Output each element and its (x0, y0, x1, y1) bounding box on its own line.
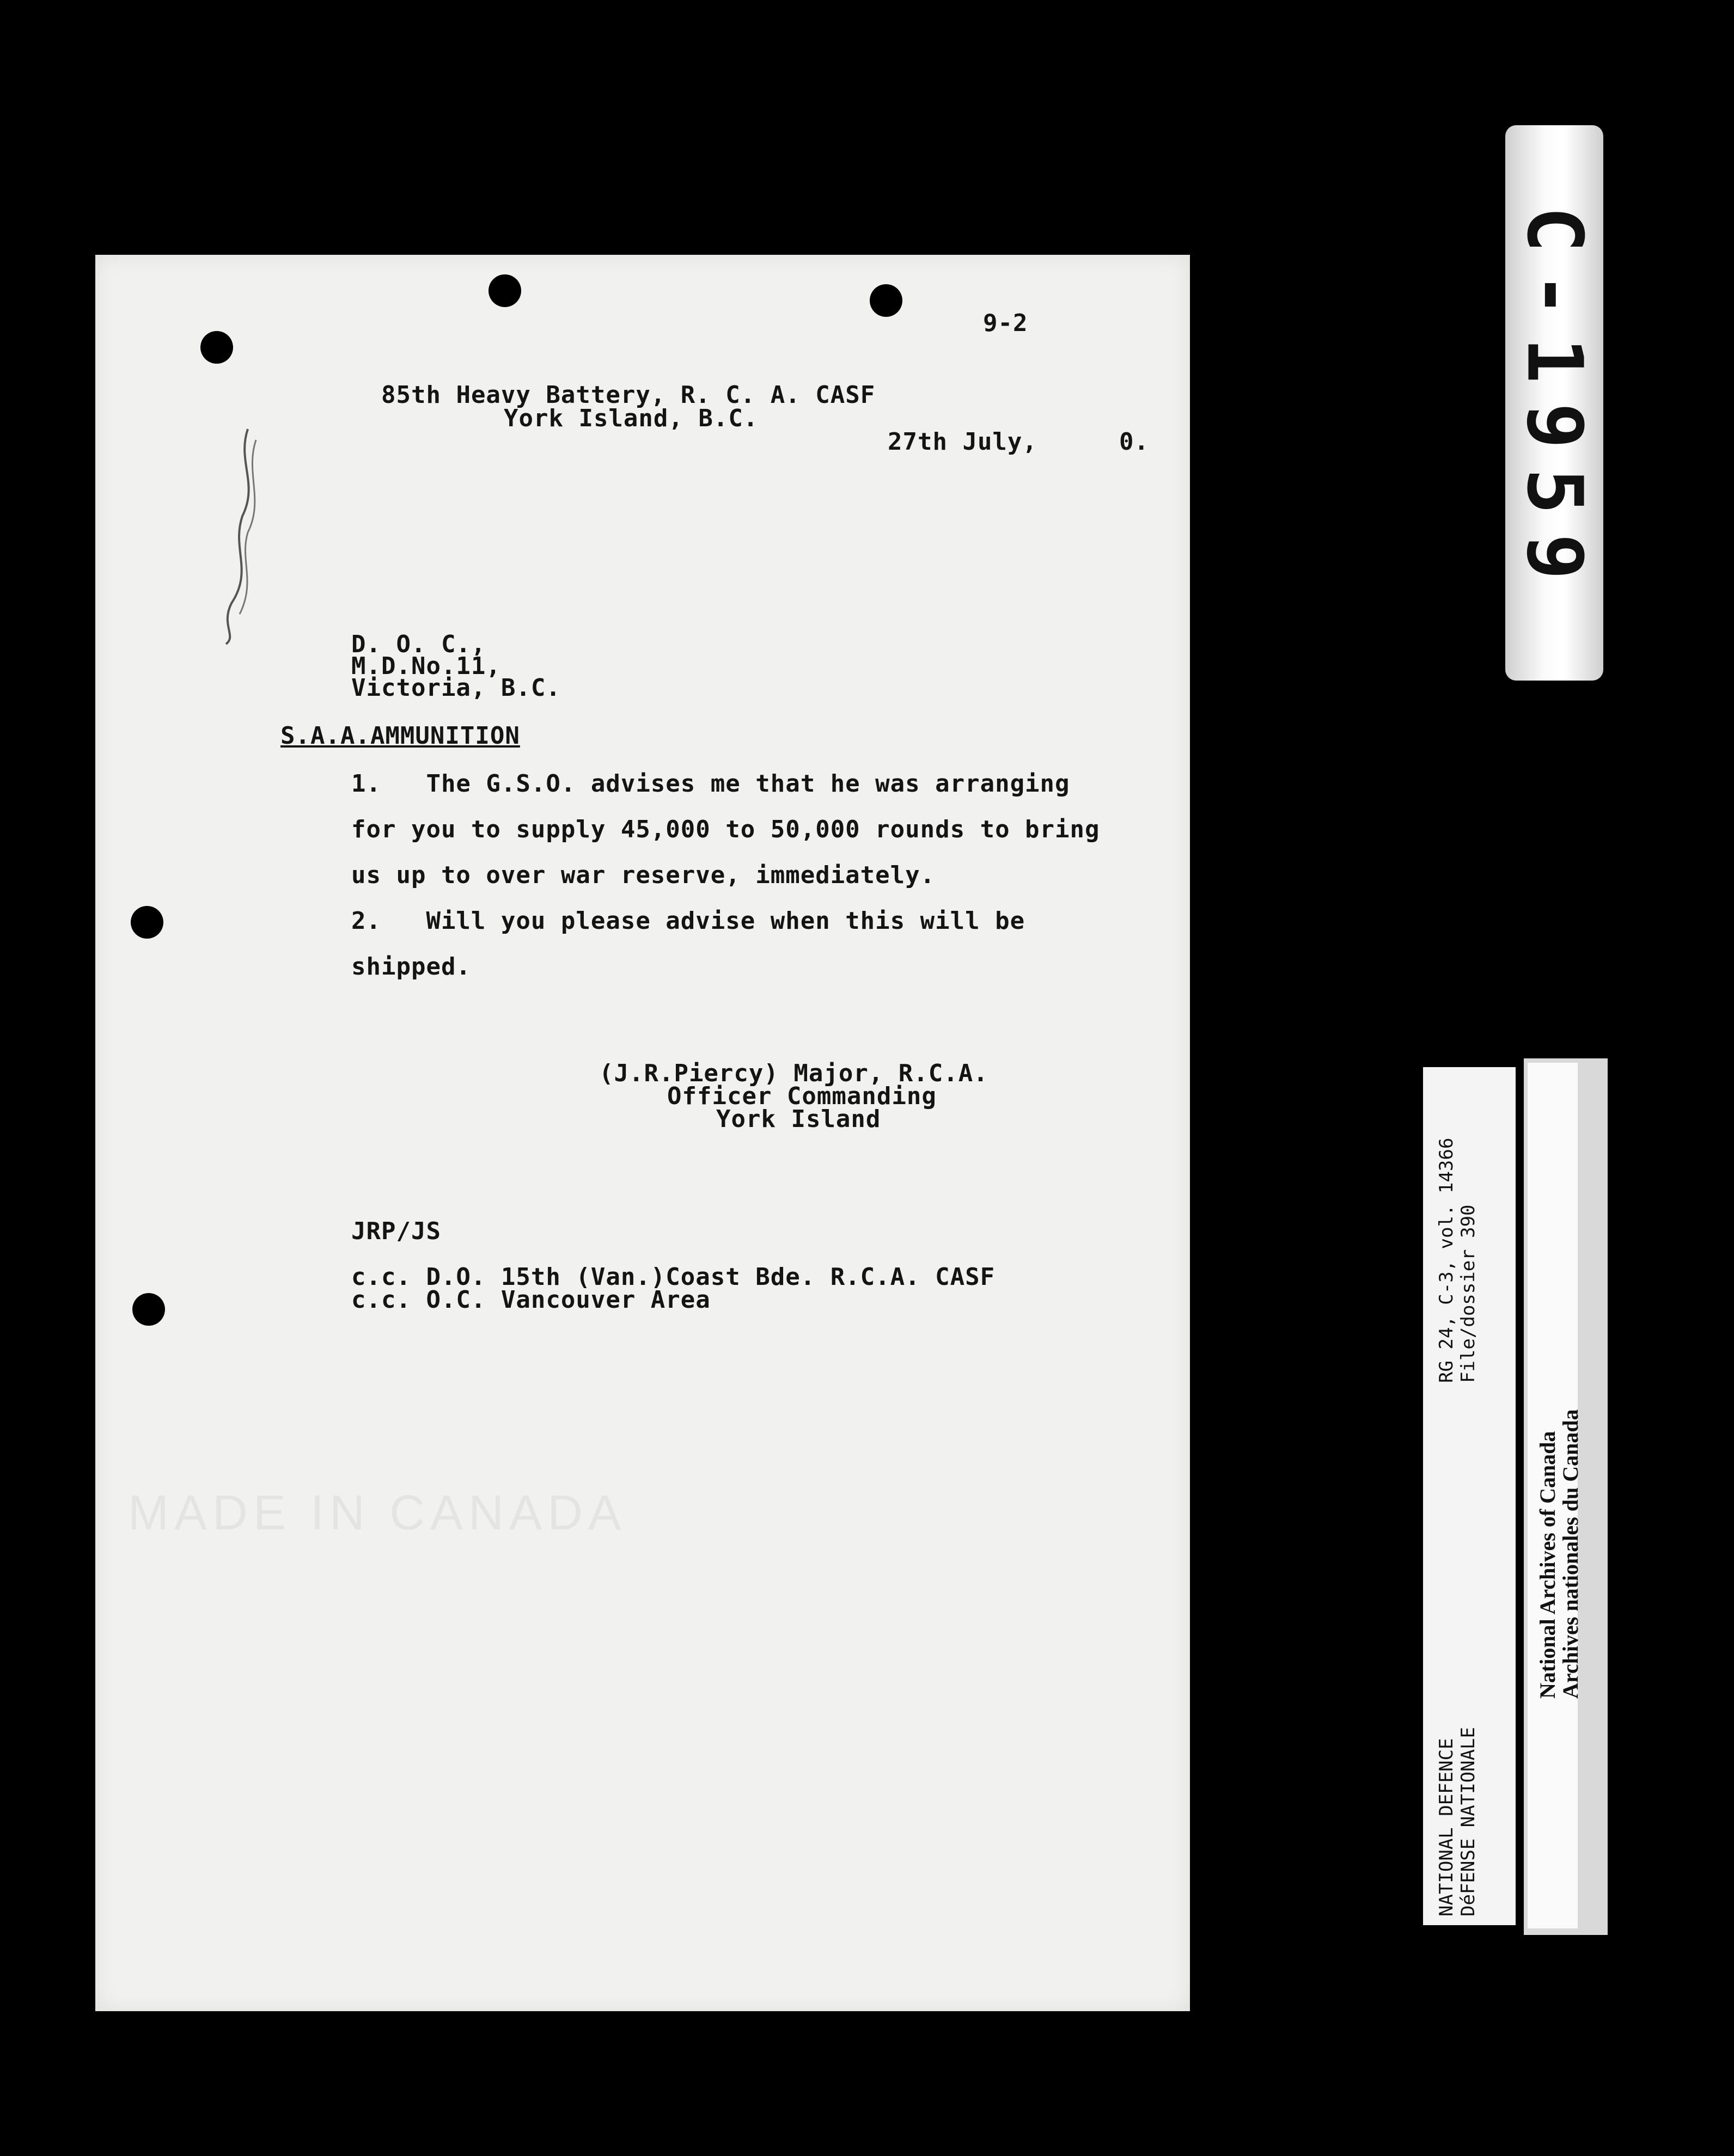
department-fr: DéFENSE NATIONALE (1457, 1727, 1479, 1916)
punch-hole (489, 274, 521, 307)
department-en: NATIONAL DEFENCE (1436, 1738, 1457, 1916)
punch-hole (200, 331, 233, 364)
microfilm-frame-number: C-1959 (1505, 125, 1603, 681)
page-number: 9-2 (983, 309, 1028, 337)
watermark: MADE IN CANADA (128, 1486, 627, 1540)
reference-initials: JRP/JS (351, 1217, 441, 1245)
pencil-mark (188, 418, 286, 647)
recipient-line2: M.D.No.11, (351, 652, 501, 680)
letter-date-suffix: 0. (1119, 428, 1149, 456)
recipient-line1: D. O. C., (351, 630, 486, 658)
archive-name-fr: Archives nationales du Canada (1558, 1409, 1583, 1699)
paragraph-2-line1: 2. Will you please advise when this will be (351, 907, 1025, 935)
letter-date: 27th July, (888, 428, 1037, 456)
signature-line2: Officer Commanding (667, 1082, 937, 1110)
punch-hole (131, 906, 163, 939)
signature-line1: (J.R.Piercy) Major, R.C.A. (599, 1059, 988, 1087)
record-group-reference: RG 24, C-3, vol. 14366 (1436, 1137, 1457, 1383)
punch-hole (870, 284, 902, 317)
sender-line1: 85th Heavy Battery, R. C. A. CASF (381, 381, 876, 409)
sender-line2: York Island, B.C. (504, 405, 759, 432)
carbon-copy-line2: c.c. O.C. Vancouver Area (351, 1286, 711, 1314)
archive-name-en: National Archives of Canada (1535, 1431, 1560, 1699)
carbon-copy-line1: c.c. D.O. 15th (Van.)Coast Bde. R.C.A. CASF (351, 1263, 996, 1291)
paragraph-2-line2: shipped. (351, 953, 471, 981)
punch-hole (132, 1293, 165, 1326)
recipient-line3: Victoria, B.C. (351, 674, 561, 702)
file-reference: File/dossier 390 (1457, 1204, 1479, 1383)
subject-line: S.A.A.AMMUNITION (280, 722, 520, 750)
paragraph-1-line2: for you to supply 45,000 to 50,000 rounds to bring (351, 816, 1100, 843)
signature-line3: York Island (716, 1105, 881, 1133)
document-page (95, 255, 1190, 2011)
paragraph-1-line1: 1. The G.S.O. advises me that he was arranging (351, 770, 1070, 798)
paragraph-1-line3: us up to over war reserve, immediately. (351, 861, 936, 889)
